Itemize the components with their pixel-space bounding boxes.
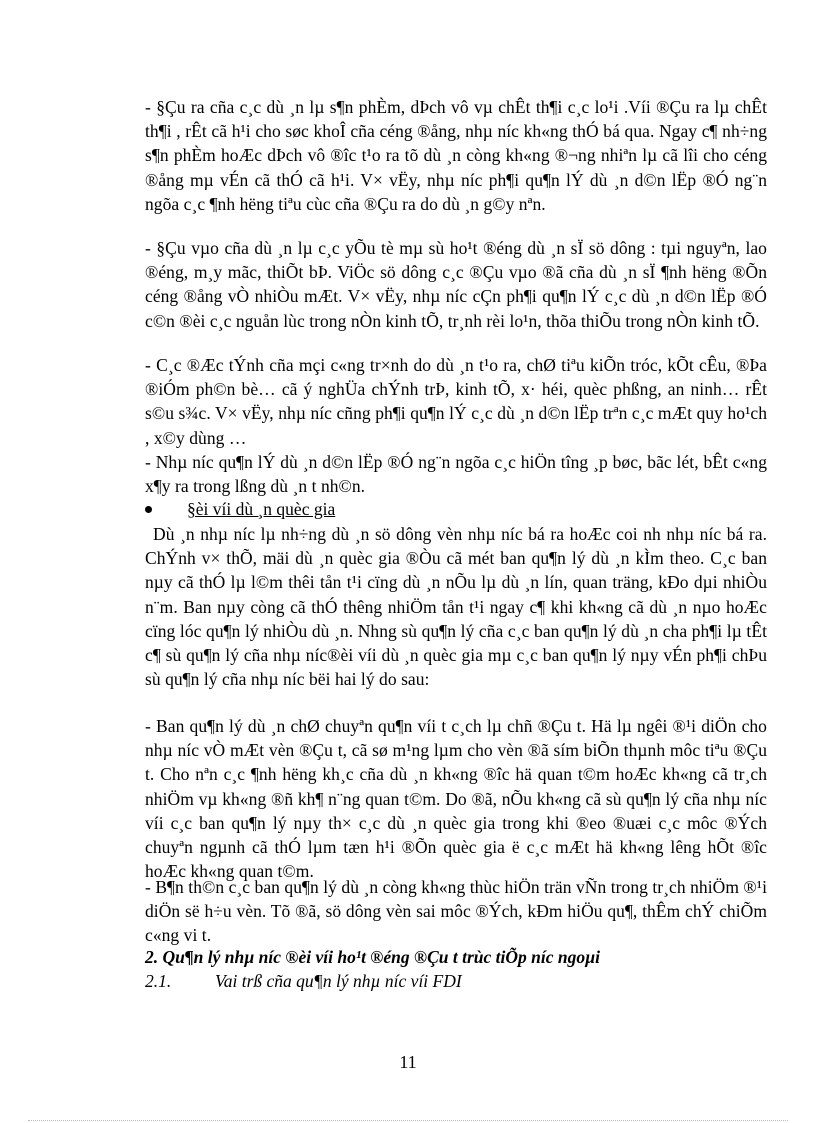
paragraph-input: - §Çu vµo cña dù ¸n lµ c¸c yÕu tè mµ sù ho¹t ®éng dù ¸n sÏ sö dông : tµi nguyªn, lao ®éng, m¸y mãc, thiÕt bÞ. ViÖc sö dông c¸c ®Çu vµo ®ã cña dù ¸n sÏ ¶nh hëng ®Õn céng ®ång vÒ nhiÒu mÆt. V× vËy, nhµ níc cÇn ph¶i qu¶n lÝ c¸c dù ¸n d©n lËp ®Ó c©n ®èi c¸c nguån lùc trong nÒn kinh tÕ, tr¸nh rèi lo¹n, thõa thiÕu trong nÒn kinh tÕ. xyxy=(145,238,767,331)
subsection-heading-2-1 xyxy=(145,969,462,993)
paragraph-oppression: - Nhµ níc qu¶n lÝ dù ¸n d©n lËp ®Ó ng¨n ngõa c¸c hiÖn tîng ¸p bøc, bãc lét, bÊt c«ng x¶y ra trong lßng dù ¸n t nh©n. xyxy=(145,452,767,497)
page-number: 11 xyxy=(399,1052,417,1072)
paragraph-state-projects: Dù ¸n nhµ níc lµ nh÷ng dù ¸n sö dông vèn nhµ níc bá ra hoÆc coi nh nhµ níc bá ra. ChÝnh v× thÕ, mäi dù ¸n quèc gia ®Òu cã mét ban qu¶n lý dù ¸n kÌm theo. C¸c ban nµy cã thÓ lµ l©m thêi tån t¹i cïng dù ¸n nÕu lµ dù ¸n lín, quan träng, kÐo dµi nhiÒu n¨m. Ban nµy còng cã thÓ thêng nhiÖm tån t¹i ngay c¶ khi kh«ng cã dù ¸n nµo hoÆc cïng lóc qu¶n lý nhiÒu dù ¸n. Nhng sù qu¶n lý cña c¸c ban qu¶n lý dù ¸n cha ph¶i lµ tÊt c¶ sù qu¶n lý cña nhµ níc®èi víi dù ¸n quèc gia mµ c¸c ban qu¶n lý nµy vÉn ph¶i chÞu sù qu¶n lý cña nhµ níc bëi hai lý do sau: xyxy=(145,524,767,690)
paragraph-output: - §Çu ra cña c¸c dù ¸n lµ s¶n phÈm, dÞch vô vµ chÊt th¶i c¸c lo¹i .Víi ®Çu ra lµ chÊt th¶i , rÊt cã h¹i cho søc khoÎ cña céng ®ång, nhµ níc kh«ng thÓ bá qua. Ngay c¶ nh÷ng s¶n phÈm hoÆc dÞch vô ®îc t¹o ra tõ dù ¸n còng kh«ng ®¬ng nhiªn lµ cã lîi cho céng ®ång mµ vÉn cã thÓ cã h¹i. V× vËy, nhµ níc ph¶i qu¶n lÝ dù ¸n d©n lËp ®Ó ng¨n ngõa c¸c ¶nh hëng tiªu cùc cña ®Çu ra do dù ¸n g©y nªn. xyxy=(145,97,767,214)
paragraph-characteristics: - C¸c ®Æc tÝnh cña mçi c«ng tr×nh do dù ¸n t¹o ra, chØ tiªu kiÕn tróc, kÕt cÊu, ®Þa ®iÓm ph©n bè… cã ý nghÜa chÝnh trÞ, kinh tÕ, x· héi, quèc phßng, an ninh… rÊt s©u s¾c. V× vËy, nhµ níc cñng ph¶i qu¶n lÝ c¸c dù ¸n d©n lËp trªn c¸c mÆt quy ho¹ch , x©y dùng … xyxy=(145,355,767,448)
paragraph-management-board: - Ban qu¶n lý dù ¸n chØ chuyªn qu¶n víi t c¸ch lµ chñ ®Çu t. Hä lµ ngêi ®¹i diÖn cho nhµ níc vÒ mÆt vèn ®Çu t, cã sø m¹ng lµm cho vèn ®ã sím biÕn thµnh môc tiªu ®Çu t. Cho nªn c¸c ¶nh hëng kh¸c cña dù ¸n kh«ng ®îc hä quan t©m hoÆc kh«ng cã tr¸ch nhiÖm vµ kh«ng ®ñ kh¶ n¨ng quan t©m. Do ®ã, nÕu kh«ng cã sù qu¶n lý cña nhµ níc víi c¸c ban qu¶n lý nµy th× c¸c dù ¸n quèc gia trong khi ®eo ®uæi c¸c môc ®Ých chuyªn ngµnh cã thÓ lµm tæn h¹i ®Õn quèc gia ë c¸c mÆt hä kh«ng lêng hÕt ®îc hoÆc kh«ng quan t©m. xyxy=(145,716,767,882)
footer-divider xyxy=(28,1120,788,1121)
subsection-number: 2.1. xyxy=(145,971,172,991)
bullet-dot-icon xyxy=(145,506,152,513)
section-heading-2: 2. Qu¶n lý nhµ níc ®èi víi ho¹t ®éng ®Çu t trùc tiÕp níc ngoµi xyxy=(145,947,601,967)
paragraph-board-self: - B¶n th©n c¸c ban qu¶n lý dù ¸n còng kh«ng thùc hiÖn trän vÑn trong tr¸ch nhiÖm ®¹i diÖn së h÷u vèn. Tõ ®ã, sö dông vèn sai môc ®Ých, kÐm hiÖu qu¶, thÊm chÝ chiÕm c«ng vi t. xyxy=(145,877,767,946)
bullet-text: §èi víi dù ¸n quèc gia xyxy=(187,499,336,519)
subsection-title: Vai trß cña qu¶n lý nhµ níc víi FDI xyxy=(215,971,462,991)
